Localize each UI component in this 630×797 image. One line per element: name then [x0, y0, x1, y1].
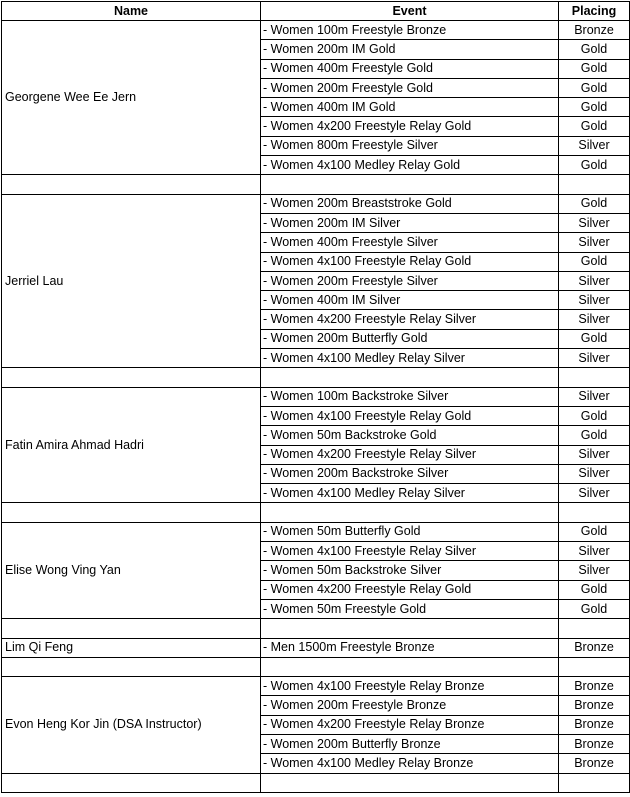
table-row: [2, 638, 630, 657]
event-cell: - Women 4x100 Freestyle Relay Gold: [261, 252, 559, 271]
event-cell: - Women 400m Freestyle Silver: [261, 233, 559, 252]
event-cell: - Women 4x200 Freestyle Relay Gold: [261, 580, 559, 599]
athlete-name-cell: Evon Heng Kor Jin (DSA Instructor): [2, 677, 261, 773]
event-cell: - Women 200m Backstroke Silver: [261, 464, 559, 483]
placing-cell: Gold: [559, 78, 630, 97]
header-row: [2, 2, 630, 21]
event-cell: - Women 4x200 Freestyle Relay Bronze: [261, 715, 559, 734]
table-row: [2, 194, 630, 213]
placing-cell: Gold: [559, 98, 630, 117]
event-cell: - Women 4x100 Freestyle Relay Bronze: [261, 677, 559, 696]
event-cell: - Women 4x100 Medley Relay Bronze: [261, 754, 559, 773]
event-cell: - Women 200m Freestyle Gold: [261, 78, 559, 97]
event-cell: - Women 400m Freestyle Gold: [261, 59, 559, 78]
placing-cell: Silver: [559, 349, 630, 368]
event-cell: - Women 4x100 Medley Relay Gold: [261, 156, 559, 175]
event-cell: - Women 4x200 Freestyle Relay Silver: [261, 310, 559, 329]
placing-cell: Gold: [559, 522, 630, 541]
placing-cell: Silver: [559, 561, 630, 580]
placing-cell: Silver: [559, 464, 630, 483]
placing-cell: Gold: [559, 426, 630, 445]
event-cell: - Women 4x200 Freestyle Relay Silver: [261, 445, 559, 464]
event-cell: - Women 200m IM Silver: [261, 213, 559, 232]
header-placing[interactable]: Placing: [559, 2, 630, 21]
empty-cell: [2, 368, 261, 387]
empty-cell: [261, 175, 559, 194]
table-row: [2, 387, 630, 406]
placing-cell: Bronze: [559, 21, 630, 40]
event-cell: - Women 4x100 Medley Relay Silver: [261, 484, 559, 503]
placing-cell: Gold: [559, 599, 630, 618]
placing-cell: Bronze: [559, 715, 630, 734]
placing-cell: Gold: [559, 117, 630, 136]
separator-row: [2, 619, 630, 638]
separator-row: [2, 773, 630, 792]
empty-cell: [2, 619, 261, 638]
placing-cell: Silver: [559, 233, 630, 252]
placing-cell: Silver: [559, 136, 630, 155]
event-cell: - Women 800m Freestyle Silver: [261, 136, 559, 155]
separator-row: [2, 657, 630, 676]
placing-cell: Bronze: [559, 734, 630, 753]
event-cell: - Women 200m Butterfly Bronze: [261, 734, 559, 753]
table-row: [2, 677, 630, 696]
athlete-name-cell: Lim Qi Feng: [2, 638, 261, 657]
athlete-name-cell: Jerriel Lau: [2, 194, 261, 368]
athlete-name-cell: Georgene Wee Ee Jern: [2, 21, 261, 175]
empty-cell: [559, 175, 630, 194]
placing-cell: Bronze: [559, 677, 630, 696]
placing-cell: Silver: [559, 213, 630, 232]
event-cell: - Women 50m Butterfly Gold: [261, 522, 559, 541]
event-cell: - Women 50m Freestyle Gold: [261, 599, 559, 618]
table-row: [2, 21, 630, 40]
separator-row: [2, 368, 630, 387]
empty-cell: [261, 619, 559, 638]
empty-cell: [261, 503, 559, 522]
placing-cell: Silver: [559, 484, 630, 503]
event-cell: - Women 200m Freestyle Silver: [261, 271, 559, 290]
event-cell: - Women 200m IM Gold: [261, 40, 559, 59]
table-row: [2, 522, 630, 541]
event-cell: - Women 200m Breaststroke Gold: [261, 194, 559, 213]
event-cell: - Men 1500m Freestyle Bronze: [261, 638, 559, 657]
event-cell: - Women 400m IM Gold: [261, 98, 559, 117]
placing-cell: Bronze: [559, 638, 630, 657]
empty-cell: [559, 773, 630, 792]
event-cell: - Women 100m Freestyle Bronze: [261, 21, 559, 40]
event-cell: - Women 100m Backstroke Silver: [261, 387, 559, 406]
placing-cell: Gold: [559, 252, 630, 271]
empty-cell: [2, 175, 261, 194]
header-event[interactable]: Event: [261, 2, 559, 21]
event-cell: - Women 4x100 Freestyle Relay Silver: [261, 542, 559, 561]
empty-cell: [2, 657, 261, 676]
event-cell: - Women 400m IM Silver: [261, 291, 559, 310]
placing-cell: Gold: [559, 580, 630, 599]
empty-cell: [559, 657, 630, 676]
event-cell: - Women 50m Backstroke Gold: [261, 426, 559, 445]
event-cell: - Women 4x100 Freestyle Relay Gold: [261, 406, 559, 425]
athlete-name-cell: Elise Wong Ving Yan: [2, 522, 261, 618]
placing-cell: Silver: [559, 291, 630, 310]
empty-cell: [261, 368, 559, 387]
event-cell: - Women 200m Butterfly Gold: [261, 329, 559, 348]
separator-row: [2, 503, 630, 522]
results-body: [2, 21, 630, 793]
placing-cell: Bronze: [559, 696, 630, 715]
placing-cell: Gold: [559, 329, 630, 348]
empty-cell: [2, 773, 261, 792]
athlete-name-cell: Fatin Amira Ahmad Hadri: [2, 387, 261, 503]
placing-cell: Silver: [559, 387, 630, 406]
header-name[interactable]: Name: [2, 2, 261, 21]
placing-cell: Silver: [559, 445, 630, 464]
placing-cell: Bronze: [559, 754, 630, 773]
empty-cell: [261, 773, 559, 792]
event-cell: - Women 50m Backstroke Silver: [261, 561, 559, 580]
placing-cell: Gold: [559, 194, 630, 213]
event-cell: - Women 200m Freestyle Bronze: [261, 696, 559, 715]
placing-cell: Gold: [559, 40, 630, 59]
results-table: [1, 1, 630, 793]
event-cell: - Women 4x200 Freestyle Relay Gold: [261, 117, 559, 136]
empty-cell: [559, 503, 630, 522]
placing-cell: Gold: [559, 156, 630, 175]
empty-cell: [261, 657, 559, 676]
empty-cell: [559, 368, 630, 387]
event-cell: - Women 4x100 Medley Relay Silver: [261, 349, 559, 368]
placing-cell: Silver: [559, 271, 630, 290]
placing-cell: Silver: [559, 542, 630, 561]
separator-row: [2, 175, 630, 194]
empty-cell: [559, 619, 630, 638]
placing-cell: Gold: [559, 59, 630, 78]
placing-cell: Gold: [559, 406, 630, 425]
placing-cell: Silver: [559, 310, 630, 329]
empty-cell: [2, 503, 261, 522]
